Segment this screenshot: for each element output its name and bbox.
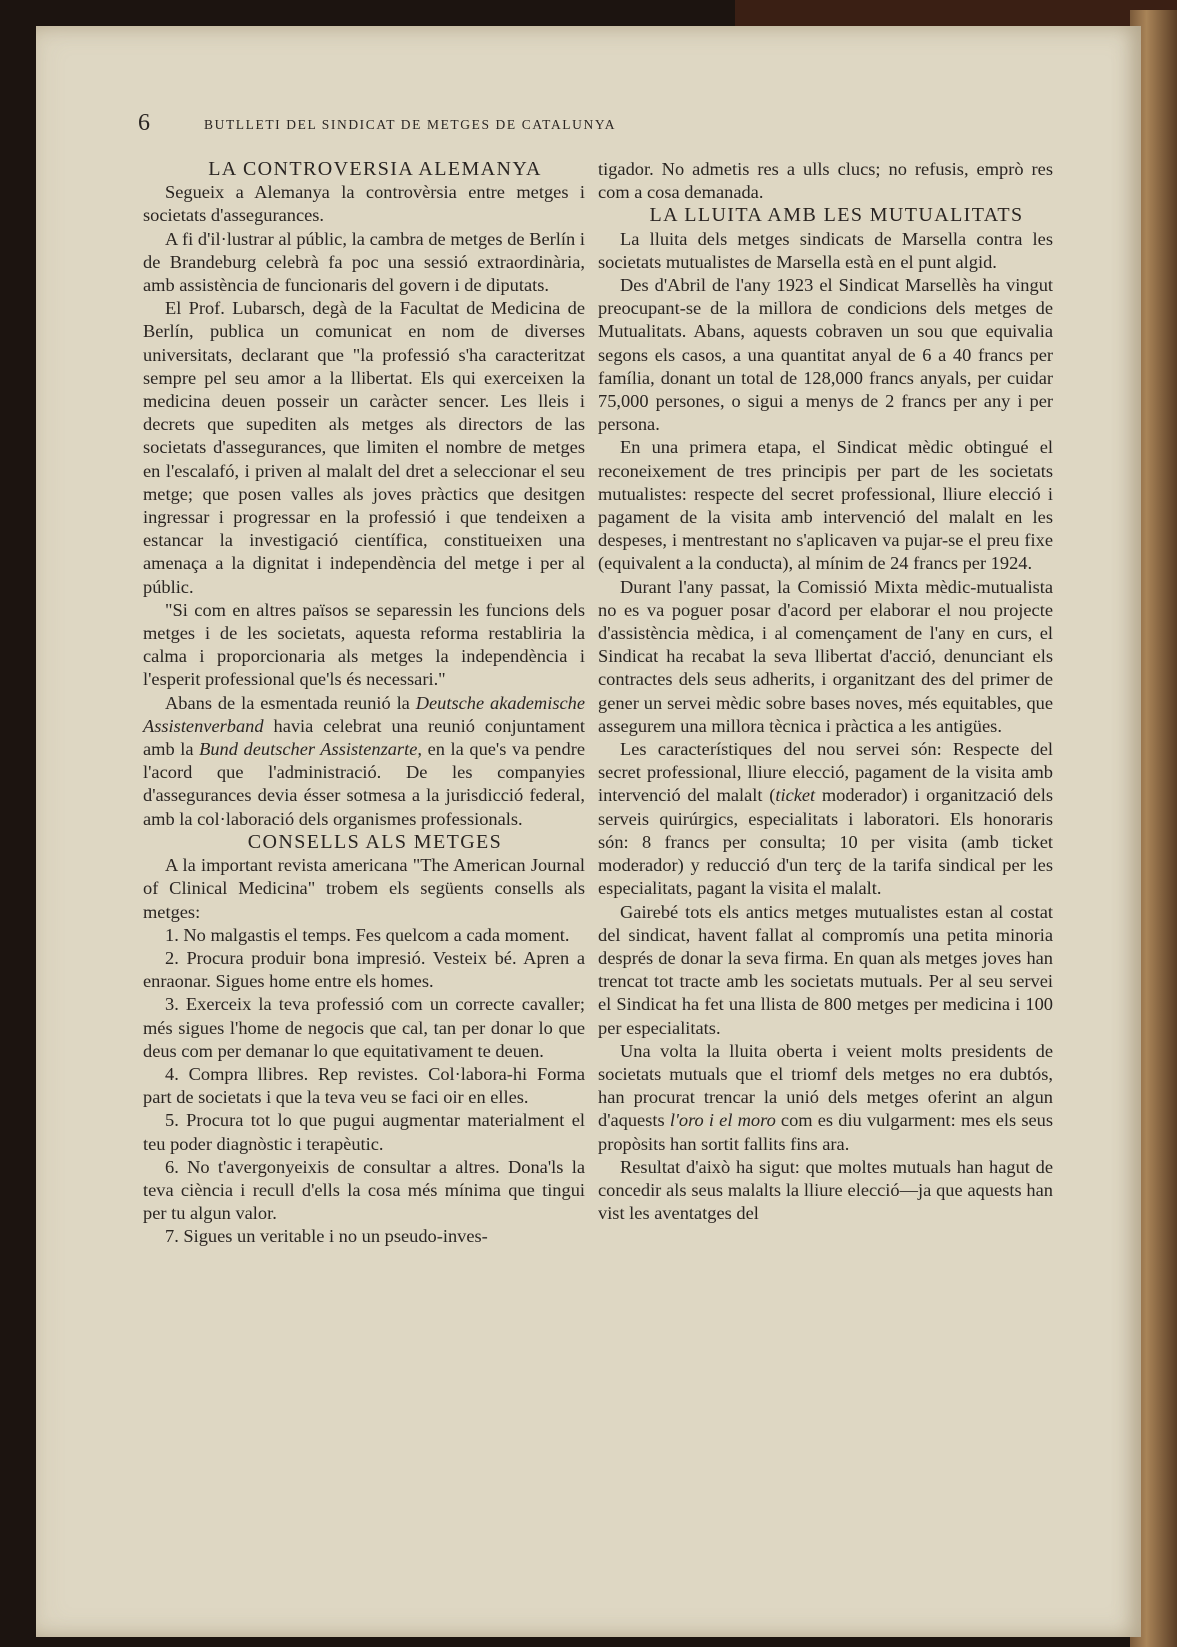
paragraph: Segueix a Alemanya la controvèrsia entre metges i societats d'assegurances. bbox=[143, 182, 585, 226]
paragraph: El Prof. Lubarsch, degà de la Facultat de Medicina de Berlín, publica un comunicat en nom de diverses universitats, declarant que "la professió s'ha caracteritzat sempre pel seu amor a la llibertat. Els qui exerceixen la medicina deuen posseir un caràcter sencer. Les lleis i decrets que supediten als metges als directors de las societats d'assegurances, que limiten el nombre de metges en l'escalafó, i priven al malalt del dret a seleccionar el seu metge; que posen valles als joves pràctics que desitgen ingressar i progressar en la professió i que tendeixen a estancar la investigació científica, constitueixen una amenaça a la dignitat i independència del metge i per al públic. bbox=[143, 298, 585, 597]
paragraph: Des d'Abril de l'any 1923 el Sindicat Marsellès ha vingut preocupant-se de la millora de condicions dels metges de Mutualitats. Abans, aquests cobraven un sou que equivalia segons els casos, a una quantitat anyal de 6 a 40 francs per família, donant un total de 128,000 francs anyals, per cuidar 75,000 persones, o sigui a menys de 2 francs per any i per persona. bbox=[598, 275, 1053, 435]
heading-mutualitats: LA LLUITA AMB LES MUTUALITATS bbox=[649, 204, 1024, 227]
list-item: 3. Exerceix la teva professió com un correcte cavaller; més sigues l'home de negocis que cal, tan per donar lo que deus com per demanar lo que equitativament te deuen. bbox=[143, 994, 585, 1061]
italic-term: ticket bbox=[775, 785, 816, 806]
book-edge-top bbox=[735, 0, 1177, 28]
list-item: 5. Procura tot lo que pugui augmentar materialment el teu poder diagnòstic i terapèutic. bbox=[143, 1110, 585, 1154]
list-item: 7. Sigues un veritable i no un pseudo-inves- bbox=[165, 1226, 488, 1247]
italic-term: l'oro i el moro bbox=[669, 1110, 776, 1131]
paragraph-continuation: tigador. No admetis res a ulls clucs; no refusis, emprò res com a cosa demanada. bbox=[598, 159, 1053, 203]
list-item: 1. No malgastis el temps. Fes quelcom a cada moment. bbox=[165, 924, 570, 945]
text-run: moderador) i organització dels serveis quirúrgics, especialitats i laboratori. Els honoraris són: 8 francs per consulta; 10 per visita (amb ticket moderador) y reducció d'un terç de la tarifa sindical per les especialitats, pagant la visita el malalt. bbox=[598, 785, 1053, 899]
list-item: 4. Compra llibres. Rep revistes. Col·labora-hi Forma part de societats i que la teva veu se faci oir en elles. bbox=[143, 1063, 585, 1108]
heading-controversia: LA CONTROVERSIA ALEMANYA bbox=[208, 158, 542, 180]
list-item: 2. Procura produir bona impresió. Vesteix bé. Apren a enraonar. Sigues home entre els homes. bbox=[143, 947, 585, 992]
left-column bbox=[143, 158, 585, 1249]
text-run: Una volta la lluita oberta i veient molts presidents de societats mutuals que el triomf dels metges no era dubtós, han procurat trencar la unió dels metges oferint an algun d'aquests bbox=[598, 1040, 1053, 1131]
text-run: havia celebrat una reunió conjuntament amb la bbox=[143, 715, 585, 760]
paragraph: "Si com en altres països se separessin les funcions dels metges i de les societats, aquesta reforma restabliria la calma i proporcionaria als metges la independència i l'esperit professional que'ls és necessari." bbox=[143, 599, 585, 690]
heading-consells: CONSELLS ALS METGES bbox=[247, 830, 503, 853]
text-run: en la que's va pendre l'acord que l'administració. De les companyies d'assegurances devia ésser sotmesa a la jurisdicció federal, amb la col·laboració dels organismes professionals. bbox=[143, 739, 585, 829]
document-page bbox=[36, 26, 1141, 1637]
paragraph: Resultat d'això ha sigut: que moltes mutuals han hagut de concedir als seus malalts la lliure elecció—ja que aquests han vist les aventatges del bbox=[598, 1156, 1053, 1224]
text-run: com es diu vulgarment: mes els seus propòsits han sortit fallits fins ara. bbox=[598, 1110, 1053, 1154]
text-run: Abans de la esmentada reunió la bbox=[165, 692, 416, 713]
running-title: BUTLLETI DEL SINDICAT DE METGES DE CATALUNYA bbox=[204, 117, 617, 132]
list-item: 6. No t'avergonyeixis de consultar a altres. Dona'ls la teva ciència i recull d'ells la cosa més mínima que tingui per tu algun valor. bbox=[143, 1156, 585, 1224]
italic-term: Deutsche akademische Assistenverband bbox=[143, 692, 585, 736]
paragraph: La lluita dels metges sindicats de Marsella contra les societats mutualistes de Marsella està en el punt algid. bbox=[598, 228, 1053, 272]
paragraph: Gairebé tots els antics metges mutualistes estan al costat del sindicat, havent fallat al compromís una petita minoria després de donar la seva firma. En quan als metges joves han trencat tot tracte amb les societats mutuals. Per al seu servei el Sindicat ha fet una llista de 800 metges per medicina i 100 per especialitats. bbox=[598, 901, 1053, 1038]
right-column bbox=[598, 158, 1053, 1225]
paragraph bbox=[598, 738, 1053, 900]
paragraph bbox=[598, 1040, 1053, 1156]
paragraph: En una primera etapa, el Sindicat mèdic obtingué el reconeixement de tres principis per part de les societats mutualistes: respecte del secret professional, lliure elecció i pagament de la visita amb intervenció del malalt en les despeses, i mentrestant no s'aplicaven va pujar-se el preu fixe (equivalent a la conducta), al mínim de 24 francs per 1924. bbox=[598, 437, 1053, 574]
paragraph: Durant l'any passat, la Comissió Mixta mèdic-mutualista no es va poguer posar d'acord per elaborar el nou projecte d'assistència mèdica, i al començament de l'any en curs, el Sindicat ha recabat la seva llibertat d'acció, denunciant els contractes dels seus adherits, i organitzant des del primer de gener un servei mèdic sobre bases noves, més equitables, que assegurem una millora tècnica i pràctica a les antigües. bbox=[598, 576, 1053, 736]
paragraph bbox=[143, 692, 585, 831]
page-number: 6 bbox=[138, 110, 150, 136]
italic-term: Bund deutscher Assistenzarte, bbox=[199, 739, 422, 760]
text-run: Les característiques del nou servei són: Respecte del secret professional, lliure elecció, pagament de la visita amb intervenció del malalt ( bbox=[598, 739, 1053, 806]
paragraph: A fi d'il·lustrar al públic, la cambra de metges de Berlín i de Brandeburg celebrà fa poc una sessió extraordinària, amb assistència de funcionaris del govern i de diputats. bbox=[143, 228, 585, 296]
paragraph: A la important revista americana "The American Journal of Clinical Medicina" trobem els següents consells als metges: bbox=[143, 855, 585, 922]
page-header bbox=[138, 110, 1098, 140]
